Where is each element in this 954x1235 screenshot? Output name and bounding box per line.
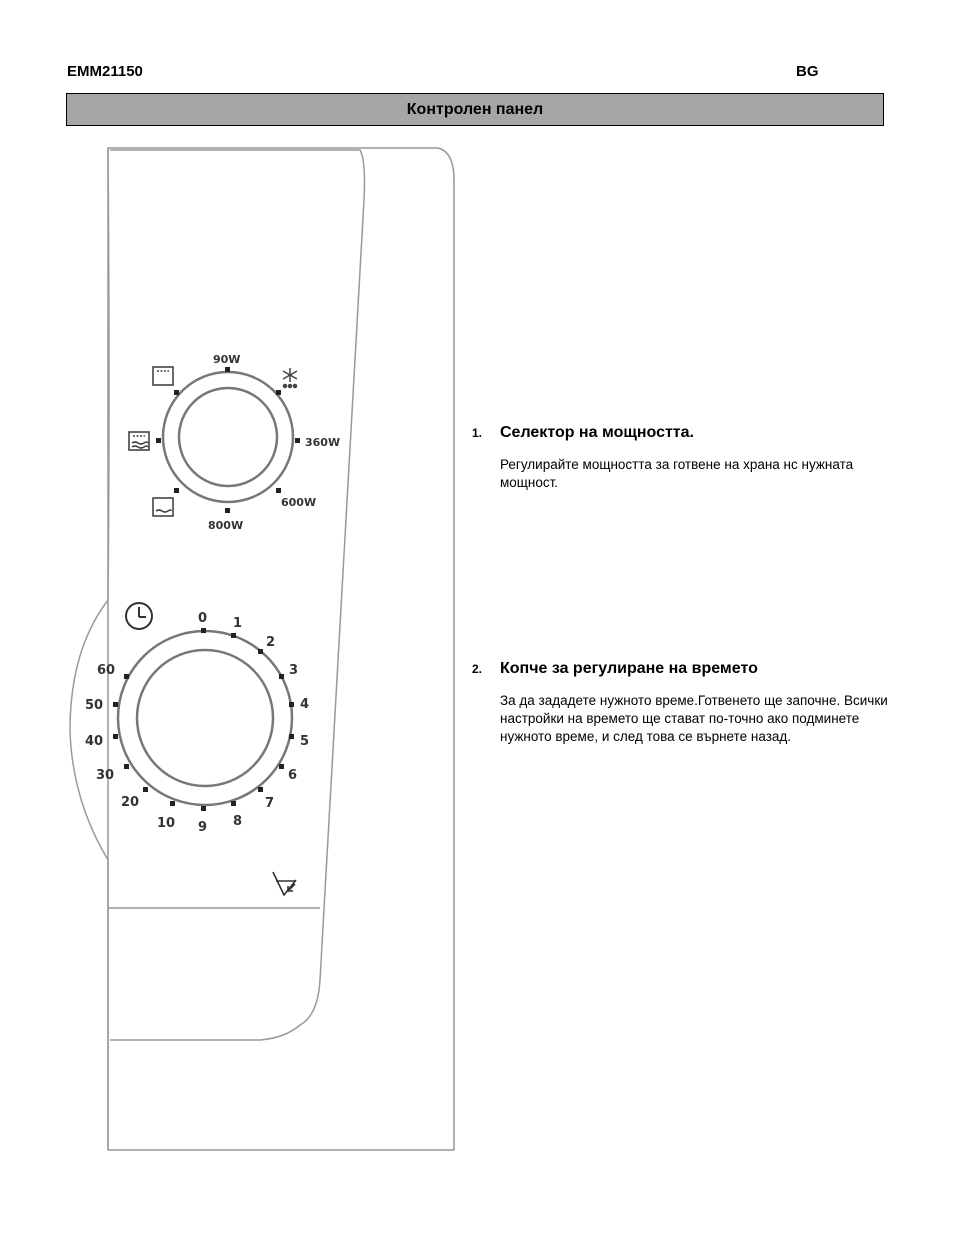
power-label-800w: 800W xyxy=(208,519,244,532)
item-timer-knob xyxy=(472,660,892,746)
power-knob-ring xyxy=(163,372,293,502)
door-open-icon xyxy=(273,872,296,895)
timer-label-5: 5 xyxy=(300,734,310,749)
timer-label-9: 9 xyxy=(198,820,208,835)
item-number: 1. xyxy=(472,426,483,440)
item-description: Регулирайте мощността за готвене на храна нс нужната мощност. xyxy=(500,457,854,490)
clock-icon xyxy=(126,603,152,629)
timer-label-0: 0 xyxy=(198,611,208,626)
timer-label-8: 8 xyxy=(233,814,243,829)
section-title: Контролен панел xyxy=(406,100,544,118)
timer-label-40: 40 xyxy=(85,734,104,749)
timer-label-10: 10 xyxy=(157,816,176,831)
item-number: 2. xyxy=(472,662,483,676)
power-knob xyxy=(179,388,277,486)
item-description: За да зададете нужното време.Готвенето ще започне. Всички настройки на времето ще стават по-точно ако подминете нужното време, и след това се върнете назад. xyxy=(500,693,888,744)
defrost-icon xyxy=(283,368,297,388)
timer-label-3: 3 xyxy=(289,663,299,678)
timer-label-20: 20 xyxy=(121,795,140,810)
timer-label-60: 60 xyxy=(97,663,116,678)
language-code: BG xyxy=(796,63,819,80)
timer-knob xyxy=(137,650,273,786)
model-number: EMM21150 xyxy=(67,63,143,80)
power-label-600w: 600W xyxy=(281,496,317,509)
power-label-90w: 90W xyxy=(213,353,241,366)
item-title: Копче за регулиране на времето xyxy=(500,660,758,677)
section-title-bar xyxy=(66,93,884,126)
item-power-selector xyxy=(472,424,892,492)
panel-outline xyxy=(108,148,454,1150)
oven-grill-icon xyxy=(153,367,173,385)
timer-label-1: 1 xyxy=(233,616,243,631)
control-panel-illustration xyxy=(62,138,462,1162)
item-title: Селектор на мощността. xyxy=(500,424,694,441)
oven-bottom-icon xyxy=(153,498,173,516)
power-label-360w: 360W xyxy=(305,436,341,449)
timer-label-50: 50 xyxy=(85,698,104,713)
timer-label-4: 4 xyxy=(300,697,310,712)
timer-label-7: 7 xyxy=(265,796,275,811)
oven-combi-icon xyxy=(129,432,149,450)
timer-label-2: 2 xyxy=(266,635,276,650)
timer-knob-ring xyxy=(118,631,292,805)
control-strip-outline xyxy=(110,150,365,1040)
timer-label-30: 30 xyxy=(96,768,115,783)
timer-label-6: 6 xyxy=(288,768,298,783)
